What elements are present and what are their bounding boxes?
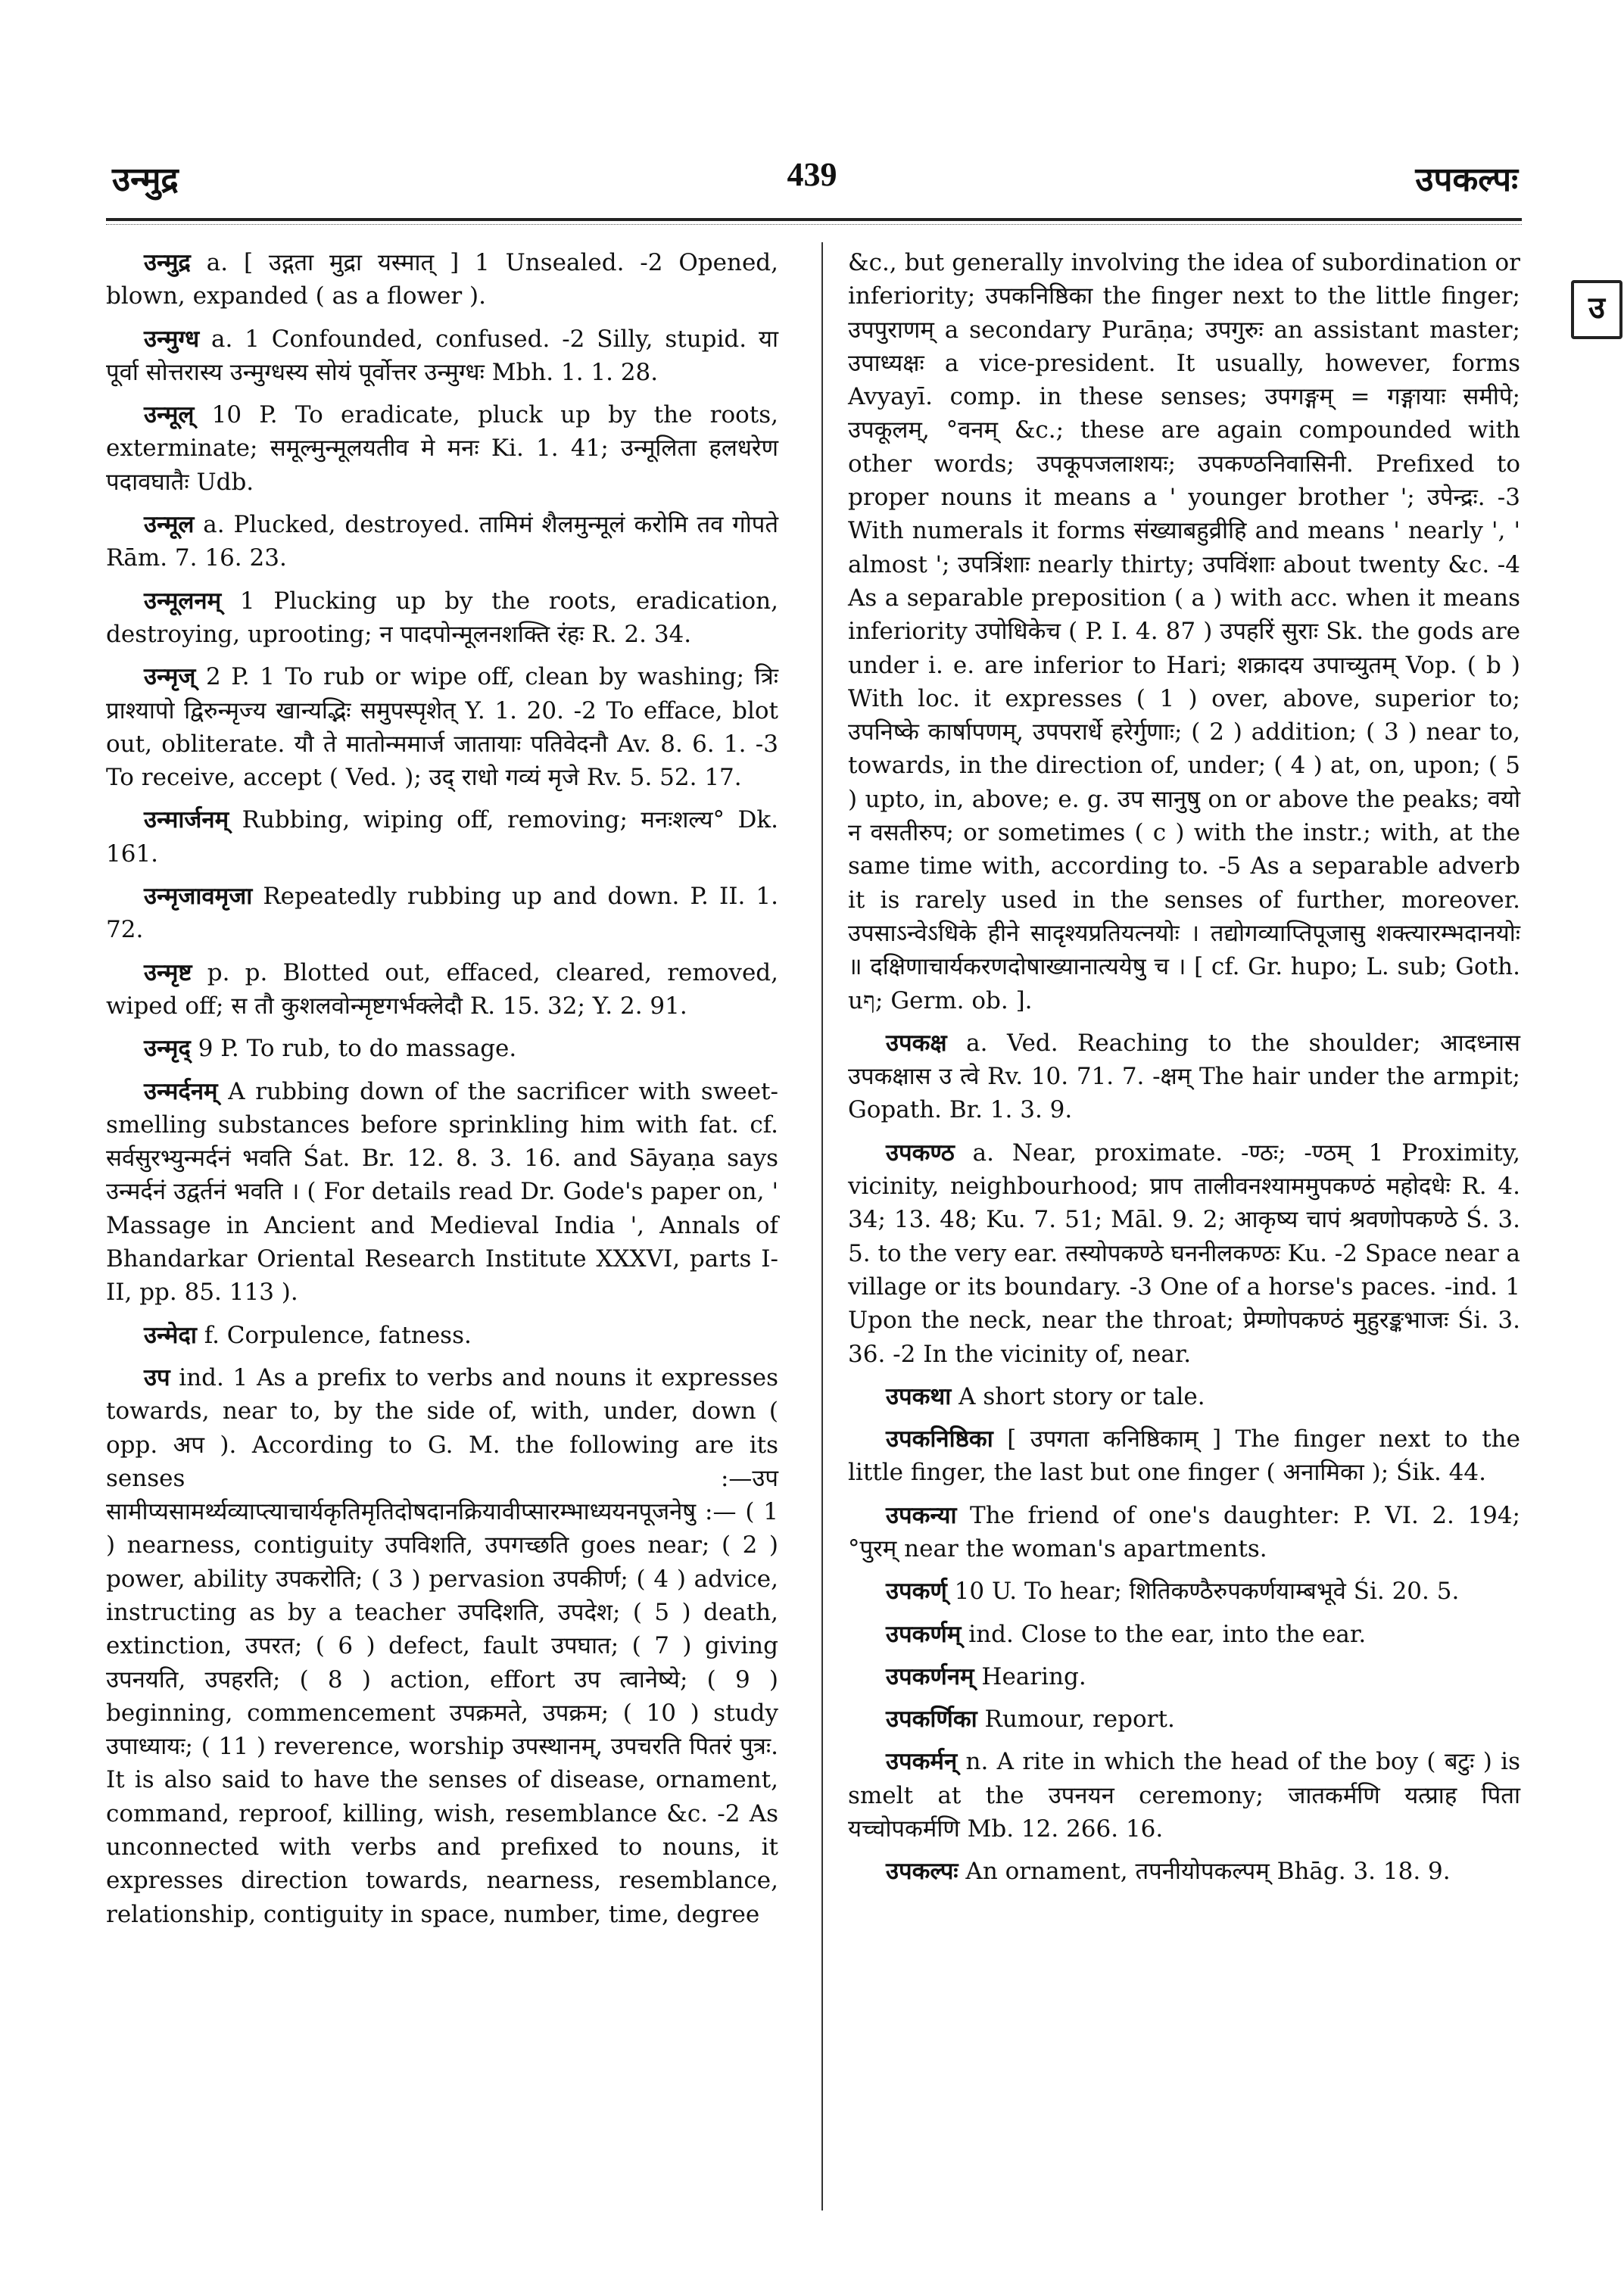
headword: उपकनिष्ठिका bbox=[886, 1425, 993, 1453]
definition: f. Corpulence, fatness. bbox=[196, 1321, 472, 1349]
headword: उपकन्या bbox=[886, 1501, 957, 1529]
headword: उपकल्पः bbox=[886, 1858, 959, 1886]
definition: a. Ved. Reaching to the shoulder; आदध्नास उपकक्षास उ त्वे Rv. 10. 71. 7. -क्षम् The hair under the armpit; Gopath. Br. 1. 3. 9. bbox=[848, 1029, 1520, 1124]
headword: उन्मृजावमृजा bbox=[144, 883, 253, 911]
definition: An ornament, तपनीयोपकल्पम् Bhāg. 3. 18. 9. bbox=[958, 1858, 1451, 1886]
left-column bbox=[106, 246, 778, 1940]
definition: 1 Plucking up by the roots, eradication, destroying, uprooting; न पादपोन्मूलनशक्ति रंहः R. 2. 34. bbox=[106, 587, 778, 648]
definition: [ उपगता कनिष्ठिकाम् ] The finger next to the little finger, the last but one finger ( अनामिका ); Śik. 44. bbox=[848, 1425, 1520, 1487]
column-divider bbox=[821, 242, 823, 2210]
headword: उपकथा bbox=[886, 1382, 952, 1410]
definition: ind. Close to the ear, into the ear. bbox=[961, 1620, 1367, 1648]
definition: 10 U. To hear; शितिकण्ठैरुपकर्णयाम्बभूवे Śi. 20. 5. bbox=[946, 1578, 1460, 1606]
entry-unmula bbox=[106, 508, 778, 575]
thumb-index-tab: उ bbox=[1571, 280, 1622, 339]
entry-unmrij bbox=[106, 660, 778, 794]
entry-upakaksha bbox=[848, 1027, 1520, 1127]
definition: The friend of one's daughter: P. VI. 2. 194; °पुरम् near the woman's apartments. bbox=[848, 1501, 1520, 1562]
definition: a. Near, proximate. -ण्ठः; -ण्ठम् 1 Proximity, vicinity, neighbourhood; प्राप तालीवनश्याममुपकण्ठं महोदधेः R. 4. 34; 13. 48; Ku. 7. 51; Māl. 9. 2; आकृष्य चापं श्रवणोपकण्ठे Ś. 3. 5. to the very ear. तस्योपकण्ठे घननीलकण्ठः Ku. -2 Space near a village or its boundary. -3 One of a horse's paces. -ind. 1 Upon the neck, near the throat; प्रेम्णोपकण्ठं मुहुरङ्कभाजः Śi. 3. 36. -2 In the vicinity of, near. bbox=[848, 1139, 1520, 1368]
headword: उन्मार्जनम् bbox=[144, 806, 229, 834]
headword: उन्मृद् bbox=[144, 1035, 191, 1063]
headword: उपकर्णिका bbox=[886, 1706, 977, 1734]
definition: 2 P. 1 To rub or wipe off, clean by washing; त्रिः प्राश्यापो द्विरुन्मृज्य खान्यद्भिः समुपस्पृशेत् Y. 1. 20. -2 To efface, blot out, obliterate. यौ ते मातोन्ममार्ज जातायाः पतिवेदनौ Av. 8. 6. 1. -3 To receive, accept ( Ved. ); उद् राधो गव्यं मृजे Rv. 5. 52. 17. bbox=[106, 663, 778, 792]
definition: ind. 1 As a prefix to verbs and nouns it expresses towards, near to, by the side of, with, under, down ( opp. अप ). According to G. M. the following are its senses :—उप सामीप्यसामर्थ्यव्याप्त्याचार्यकृतिमृतिदोषदानक्रियावीप्सारम्भाध्ययनपूजनेषु :— ( 1 ) nearness, contiguity उपविशति, उपगच्छति goes near; ( 2 ) power, ability उपकरोति; ( 3 ) pervasion उपकीर्ण; ( 4 ) advice, instructing as by a teacher उपदिशति, उपदेश; ( 5 ) death, extinction, उपरत; ( 6 ) defect, fault उपघात; ( 7 ) giving उपनयति, उपहरति; ( 8 ) action, effort उप त्वानेष्ये; ( 9 ) beginning, commencement उपक्रमते, उपक्रम; ( 10 ) study उपाध्यायः; ( 11 ) reverence, worship उपस्थानम्, उपचरति पितरं पुत्रः. It is also said to have the senses of disease, ornament, command, reproof, killing, wish, resemblance &c. -2 As unconnected with verbs and prefixed to nouns, it expresses direction towards, nearness, resemblance, relationship, contiguity in space, number, time, degree bbox=[106, 1363, 778, 1928]
headword: उपकर्ण् bbox=[886, 1578, 947, 1606]
definition: A short story or tale. bbox=[951, 1382, 1205, 1410]
definition: Repeatedly rubbing up and down. P. II. 1. 72. bbox=[106, 883, 778, 944]
definition: &c., but generally involving the idea of subordination or inferiority; उपकनिष्ठिका the finger next to the little finger; उपपुराणम् a secondary Purāṇa; उपगुरुः an assistant master; उपाध्यक्षः a vice-president. It usually, however, forms Avyayī. comp. in these senses; उपगङ्गम् = गङ्गायाः समीपे; उपकूलम्, °वनम् &c.; these are again compounded with other words; उपकूपजलाशयः; उपकण्ठनिवासिनी. Prefixed to proper nouns it means a ' younger brother '; उपेन्द्रः. -3 With numerals it forms संख्याबहुव्रीहि and means ' nearly ', ' almost '; उपत्रिंशाः nearly thirty; उपविंशाः about twenty &c. -4 As a separable preposition ( a ) with acc. when it means inferiority उपोधिकेच ( P. I. 4. 87 ) उपहरिं सुराः Sk. the gods are under i. e. are inferior to Hari; शक्रादय उपाच्युतम् Vop. ( b ) With loc. it expresses ( 1 ) over, above, superior to; उपनिष्के कार्षापणम्, उपपरार्धे हरेर्गुणाः; ( 2 ) addition; ( 3 ) near to, towards, in the direction of, under; ( 4 ) at, on, upon; ( 5 ) upto, in, above; e. g. उप सानुषु on or above the peaks; वयो न वसतीरुप; or sometimes ( c ) with the instr.; with, at the same time with, according to. -5 As a separable adverb it is rarely used in the senses of further, moreover. उपसाऽन्वेऽधिके हीने सादृश्यप्रतियत्नयोः । तद्योगव्याप्तिपूजासु शक्त्यारम्भदानयोः ॥ दक्षिणाचार्यकरणदोषाख्यानात्ययेषु च । [ cf. Gr. hupo; L. sub; Goth. uף; Germ. ob. ]. bbox=[848, 249, 1520, 1014]
entry-unmugdha bbox=[106, 322, 778, 390]
entry-upakarnanam bbox=[848, 1660, 1520, 1693]
entry-unmeda bbox=[106, 1319, 778, 1352]
headword: उपकक्ष bbox=[886, 1029, 947, 1057]
headword: उपकर्णम् bbox=[886, 1620, 962, 1648]
headword: उन्मृष्ट bbox=[144, 958, 192, 986]
entry-upakanishthika bbox=[848, 1422, 1520, 1490]
running-head-right: उपकल्पः bbox=[1415, 160, 1518, 199]
headword: उप bbox=[144, 1363, 170, 1391]
entry-upakarman bbox=[848, 1745, 1520, 1846]
entry-upakarnika bbox=[848, 1703, 1520, 1736]
entry-upakarnam bbox=[848, 1618, 1520, 1651]
entry-unmrid bbox=[106, 1032, 778, 1065]
headword: उपकण्ठ bbox=[886, 1139, 955, 1167]
headword: उपकर्मन् bbox=[886, 1748, 958, 1776]
right-column bbox=[848, 246, 1520, 1898]
definition: a. Plucked, destroyed. तामिमं शैलमुन्मूलं करोमि तव गोपते Rām. 7. 16. 23. bbox=[106, 511, 778, 572]
entry-upakalpa bbox=[848, 1855, 1520, 1888]
entry-upakatha bbox=[848, 1380, 1520, 1413]
definition: n. A rite in which the head of the boy ( बटुः ) is smelt at the उपनयन ceremony; जातकर्मणि यत्प्राह पिता यच्चोपकर्मणि Mb. 12. 266. 16. bbox=[848, 1748, 1520, 1843]
entry-upakarn bbox=[848, 1575, 1520, 1608]
definition: 10 P. To eradicate, pluck up by the roots, exterminate; समूल्मुन्मूलयतीव मे मनः Ki. 1. 41; उन्मूलिता हलधरेण पदावघातैः Udb. bbox=[106, 401, 778, 496]
entry-upa bbox=[106, 1361, 778, 1931]
headword: उन्मर्दनम् bbox=[144, 1077, 218, 1105]
entry-upa-continued bbox=[848, 246, 1520, 1017]
headword: उपकर्णनम् bbox=[886, 1662, 974, 1690]
definition: Hearing. bbox=[974, 1662, 1086, 1690]
definition: Rumour, report. bbox=[977, 1706, 1175, 1734]
page-number: 439 bbox=[787, 156, 837, 193]
header-rule bbox=[106, 218, 1522, 221]
definition: Rubbing, wiping off, removing; मनःशल्य° Dk. 161. bbox=[106, 806, 778, 868]
definition: a. [ उद्गता मुद्रा यस्मात् ] 1 Unsealed. -2 Opened, blown, expanded ( as a flower ). bbox=[106, 249, 778, 310]
headword: उन्मूलनम् bbox=[144, 587, 222, 615]
entry-unmulanam bbox=[106, 584, 778, 652]
entry-upakantha bbox=[848, 1136, 1520, 1371]
definition: A rubbing down of the sacrificer with sweet-smelling substances before sprinkling him with fat. cf. सर्वसुरभ्युन्मर्दनं भवति Śat. Br. 12. 8. 3. 16. and Sāyaṇa says उन्मर्दनं उद्वर्तनं भवति । ( For details read Dr. Gode's paper on, ' Massage in Ancient and Medieval India ', Annals of Bhandarkar Oriental Research Institute XXXVI, parts I-II, pp. 85. 113 ). bbox=[106, 1077, 778, 1307]
entry-unmudra bbox=[106, 246, 778, 313]
running-head-left: उन्मुद्र bbox=[112, 160, 179, 199]
headword: उन्मेदा bbox=[144, 1321, 197, 1349]
entry-unmrijavamrija bbox=[106, 880, 778, 947]
entry-unmul bbox=[106, 398, 778, 499]
headword: उन्मृज् bbox=[144, 663, 196, 691]
entry-unmrishta bbox=[106, 956, 778, 1023]
definition: 9 P. To rub, to do massage. bbox=[190, 1035, 517, 1063]
headword: उन्मूल bbox=[144, 511, 195, 539]
entry-unmarjanam bbox=[106, 803, 778, 871]
definition: a. 1 Confounded, confused. -2 Silly, stupid. या पूर्वा सोत्तरास्य उन्मुग्धस्य सोयं पूर्वोत्तर उन्मुग्धः Mbh. 1. 1. 28. bbox=[106, 325, 778, 386]
definition: p. p. Blotted out, effaced, cleared, removed, wiped off; स तौ कुशलवोन्मृष्टगर्भक्लेदौ R. 15. 32; Y. 2. 91. bbox=[106, 958, 778, 1020]
header-rule-dotted bbox=[106, 224, 1522, 225]
entry-unmardanam bbox=[106, 1075, 778, 1310]
entry-upakanya bbox=[848, 1499, 1520, 1566]
headword: उन्मुग्ध bbox=[144, 325, 200, 353]
headword: उन्मुद्र bbox=[144, 249, 191, 276]
headword: उन्मूल् bbox=[144, 401, 195, 429]
